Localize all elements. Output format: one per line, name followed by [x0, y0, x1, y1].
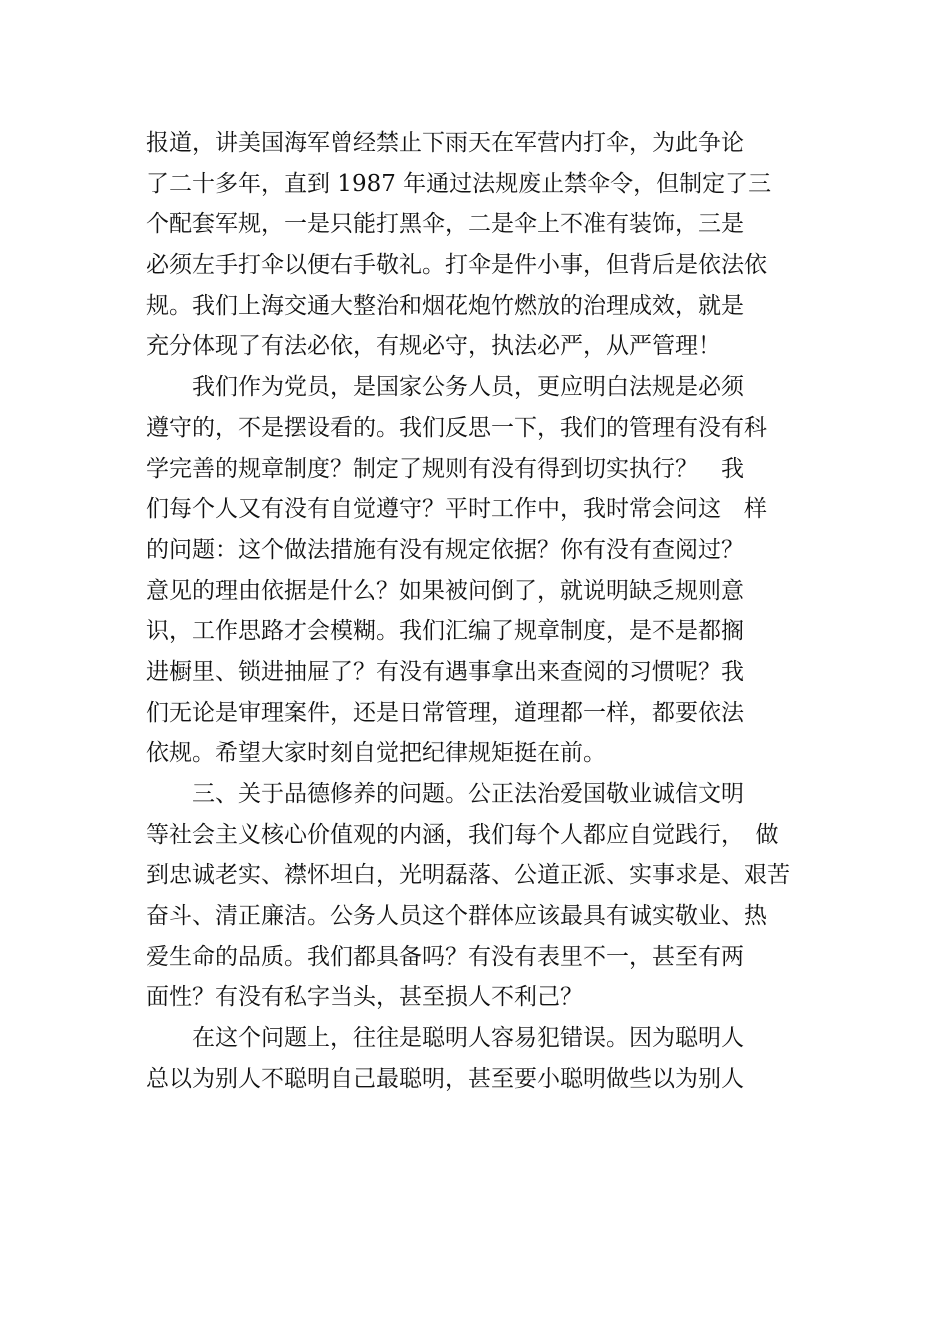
text-line: 到忠诚老实、襟怀坦白，光明磊落、公道正派、实事求是、艰苦: [146, 862, 790, 889]
text-line: 们无论是审理案件，还是日常管理，道理都一样，都要依法: [146, 699, 744, 726]
text-line: 进橱里、锁进抽屉了？有没有遇事拿出来查阅的习惯呢？我: [146, 658, 744, 685]
paragraph-3: [146, 774, 836, 1018]
text-line: 们每个人又有没有自觉遵守？平时工作中，我时常会问这 样: [146, 496, 767, 523]
text-line: 报道，讲美国海军曾经禁止下雨天在军营内打伞，为此争论: [146, 130, 744, 156]
paragraph-1: [146, 123, 836, 367]
text-line: 爱生命的品质。我们都具备吗？有没有表里不一，甚至有两: [146, 943, 744, 970]
text-line: 了二十多年，直到 1987 年通过法规废止禁伞令，但制定了三: [146, 170, 772, 197]
text-line: 遵守的，不是摆设看的。我们反思一下，我们的管理有没有科: [146, 414, 767, 441]
paragraph-4: [146, 1018, 836, 1099]
text-line: 的问题：这个做法措施有没有规定依据？你有没有查阅过？: [146, 536, 744, 563]
paragraph-2: [146, 367, 836, 774]
text-line: 等社会主义核心价值观的内涵，我们每个人都应自觉践行， 做: [146, 821, 779, 848]
text-line: 学完善的规章制度？制定了规则有没有得到切实执行？ 我: [146, 455, 744, 482]
text-line: 奋斗、清正廉洁。公务人员这个群体应该最具有诚实敬业、热: [146, 903, 767, 930]
text-line: 总以为别人不聪明自己最聪明，甚至要小聪明做些以为别人: [146, 1065, 744, 1092]
document-body: [146, 123, 836, 1100]
text-line: 意见的理由依据是什么？如果被问倒了，就说明缺乏规则意: [146, 577, 744, 604]
text-line: 三、关于品德修养的问题。公正法治爱国敬业诚信文明: [146, 781, 744, 807]
text-line: 依规。希望大家时刻自觉把纪律规矩挺在前。: [146, 740, 606, 767]
text-line: 充分体现了有法必依，有规必守，执法必严，从严管理！: [146, 333, 721, 360]
text-line: 规。我们上海交通大整治和烟花炮竹燃放的治理成效，就是: [146, 292, 744, 319]
text-line: 必须左手打伞以便右手敬礼。打伞是件小事，但背后是依法依: [146, 252, 767, 279]
text-line: 在这个问题上，往往是聪明人容易犯错误。因为聪明人: [146, 1025, 744, 1052]
text-line: 个配套军规，一是只能打黑伞，二是伞上不准有装饰，三是: [146, 211, 744, 238]
text-line: 我们作为党员，是国家公务人员，更应明白法规是必须: [146, 374, 744, 401]
text-line: 识，工作思路才会模糊。我们汇编了规章制度，是不是都搁: [146, 618, 744, 645]
text-line: 面性？有没有私字当头，甚至损人不利己？: [146, 984, 583, 1011]
